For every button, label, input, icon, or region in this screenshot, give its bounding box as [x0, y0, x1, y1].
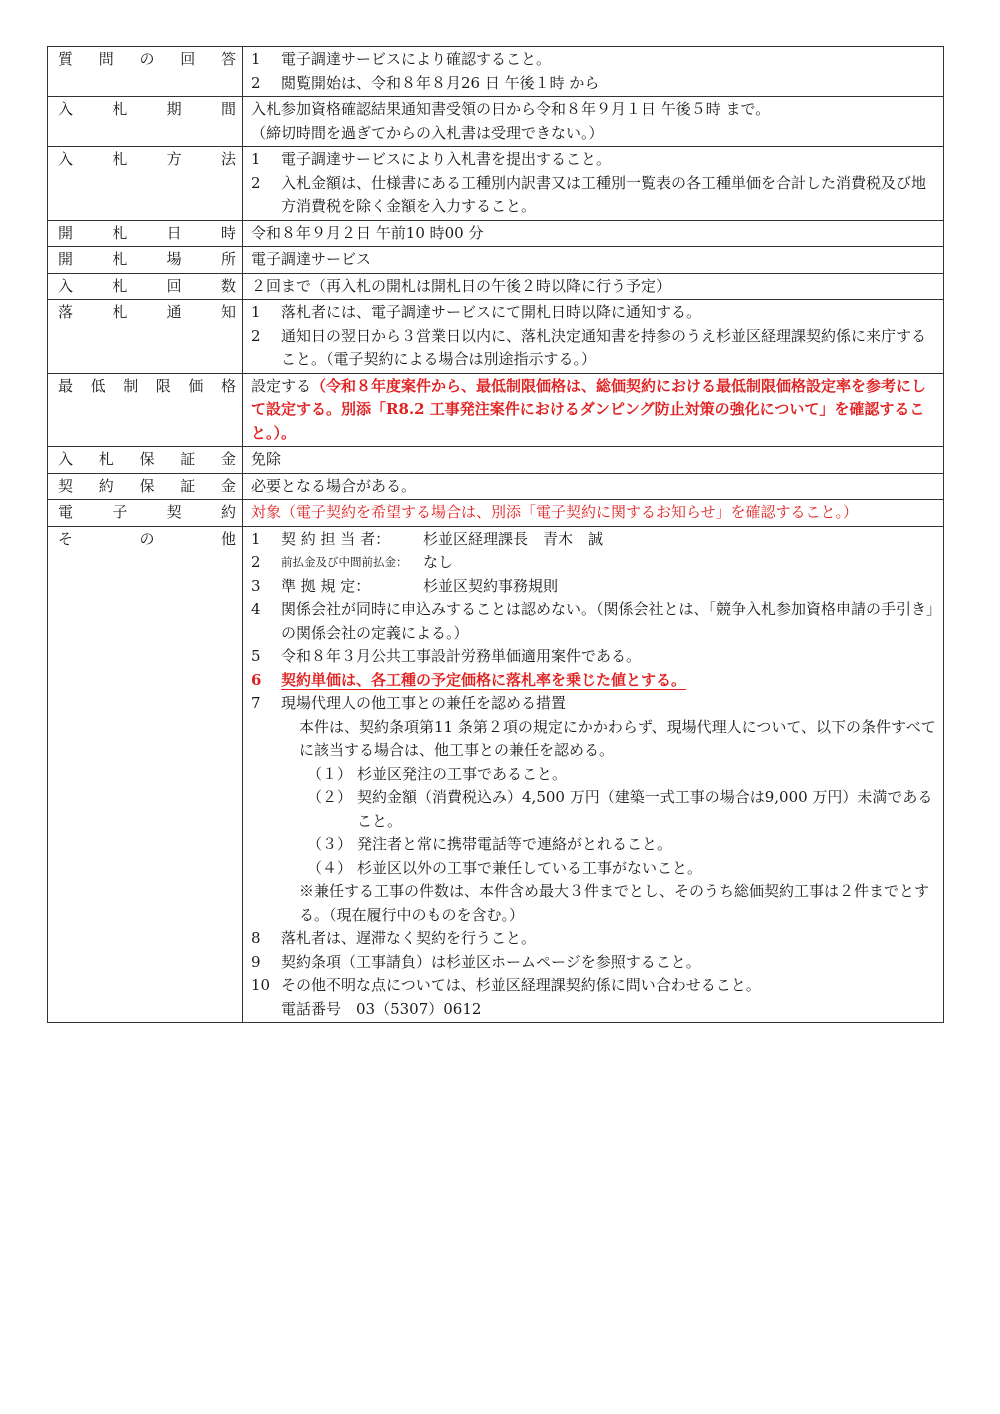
label-text	[58, 275, 236, 299]
label-text	[58, 448, 236, 472]
row-content	[243, 373, 944, 447]
spacer	[251, 763, 281, 787]
sub-item-wrap	[251, 786, 937, 833]
numbered-item	[251, 301, 937, 325]
row-label	[48, 447, 243, 474]
row-content	[243, 147, 944, 221]
numbered-item	[251, 325, 937, 372]
tender-conditions-table	[47, 46, 944, 1023]
item-number: 3	[251, 576, 261, 595]
row-content	[243, 47, 944, 97]
label-text	[58, 222, 236, 246]
label-char: 開	[58, 250, 74, 268]
sub-item	[281, 763, 937, 787]
item-number: 4	[251, 600, 261, 618]
row-label	[48, 526, 243, 1023]
item-number: 2	[251, 73, 261, 92]
spacer	[251, 833, 281, 857]
table-row	[48, 447, 944, 474]
item-number: 2	[251, 326, 261, 345]
item-number: 5	[251, 647, 261, 665]
label-char: 保	[139, 476, 155, 495]
label-text	[58, 48, 236, 72]
item-number: 9	[251, 952, 261, 971]
row-content	[243, 300, 944, 374]
table-row	[48, 273, 944, 300]
label-char: 数	[220, 276, 236, 295]
label-text	[58, 528, 236, 552]
row-content	[243, 526, 944, 1023]
phone-wrap	[251, 998, 937, 1022]
row-label	[48, 247, 243, 274]
label-text	[58, 301, 236, 325]
table-row	[48, 47, 944, 97]
content-line: 入札参加資格確認結果通知書受領の日から令和８年９月１日 午後５時 まで。	[251, 100, 771, 118]
item-value: なし	[423, 553, 454, 571]
sub-item-text: 契約金額（消費税込み）4,500 万円（建築一式工事の場合は9,000 万円）未満であること。	[357, 788, 933, 830]
label-char: 札	[112, 276, 128, 295]
label-char: の	[139, 50, 155, 68]
label-char: 他	[220, 529, 236, 548]
label-char: 答	[220, 50, 236, 68]
item-value: 杉並区契約事務規則	[423, 576, 559, 595]
label-char: 契	[166, 503, 182, 521]
sub-item-number: （２）	[307, 788, 353, 806]
item-number: 1	[251, 303, 261, 321]
spacer	[251, 786, 281, 833]
item-text: 令和８年３月公共工事設計労務単価適用案件である。	[281, 647, 642, 665]
numbered-item	[251, 172, 937, 219]
label-char: 格	[220, 376, 236, 395]
item-number: 2	[251, 173, 261, 192]
label-char: 札	[112, 223, 128, 242]
numbered-item-highlight	[251, 669, 937, 693]
label-char: 契	[58, 476, 74, 495]
item-text: 通知日の翌日から３営業日以内に、落札決定通知書を持参のうえ杉並区経理課契約係に来庁すること。（電子契約による場合は別途指示する。）	[281, 326, 927, 368]
label-char: 低	[90, 376, 106, 395]
label-char: 入	[58, 276, 74, 295]
label-char: 札	[112, 100, 128, 118]
table-row	[48, 473, 944, 500]
sub-item-text: 発注者と常に携帯電話等で連絡がとれること。	[357, 835, 673, 853]
item-text: 電子調達サービスにより確認すること。	[281, 50, 552, 68]
numbered-item	[251, 598, 937, 645]
numbered-item	[251, 72, 937, 96]
numbered-item	[251, 48, 937, 72]
label-char: 保	[139, 450, 155, 468]
table-row	[48, 373, 944, 447]
label-char: 札	[112, 150, 128, 168]
item-text: 閲覧開始は、令和８年８月26 日 午後１時 から	[281, 73, 600, 92]
row-label	[48, 147, 243, 221]
label-char: 問	[98, 50, 114, 68]
row-content	[243, 473, 944, 500]
content-line: 免除	[251, 450, 282, 468]
numbered-item	[251, 148, 937, 172]
label-char: 証	[180, 450, 196, 468]
label-char: 金	[220, 450, 236, 468]
row-content	[243, 247, 944, 274]
item7-body: 本件は、契約条項第11 条第２項の規定にかかわらず、現場代理人について、以下の条件すべてに該当する場合は、他工事との兼任を認める。	[299, 717, 936, 759]
item-text: 電子調達サービスにより入札書を提出すること。	[281, 150, 612, 168]
row-content	[243, 97, 944, 147]
item-number: 1	[251, 150, 261, 168]
item-number: 2	[251, 553, 261, 571]
numbered-item	[251, 645, 937, 669]
content-prefix: 設定する	[251, 376, 312, 395]
table-row	[48, 147, 944, 221]
numbered-item	[251, 951, 937, 975]
label-char: 証	[180, 476, 196, 495]
label-char: の	[139, 529, 155, 548]
row-content	[243, 273, 944, 300]
content-line: 必要となる場合がある。	[251, 476, 417, 495]
sub-item-number: （３）	[307, 835, 353, 853]
label-char: 期	[166, 100, 182, 118]
content-line: 令和８年９月２日 午前10 時00 分	[251, 223, 484, 242]
spacer	[251, 880, 281, 927]
row-label	[48, 373, 243, 447]
item-text: 落札者は、遅滞なく契約を行うこと。	[281, 929, 537, 947]
label-char: 場	[166, 250, 182, 268]
label-char: 子	[112, 503, 128, 521]
item-text: 関係会社が同時に申込みすることは認めない。（関係会社とは、「競争入札参加資格申請の手引き」の関係会社の定義による。）	[281, 600, 934, 642]
label-text	[58, 148, 236, 172]
label-char: そ	[58, 529, 74, 548]
highlight-line: 対象（電子契約を希望する場合は、別添「電子契約に関するお知らせ」を確認すること。）	[251, 503, 859, 521]
sub-item	[281, 833, 937, 857]
sub-item	[281, 786, 937, 833]
sub-item-text: 杉並区以外の工事で兼任している工事がないこと。	[357, 858, 703, 877]
label-char: 質	[58, 50, 74, 68]
row-label	[48, 47, 243, 97]
table-row	[48, 220, 944, 247]
label-text	[58, 248, 236, 272]
label-char: 通	[166, 303, 182, 321]
sub-item-wrap	[251, 763, 937, 787]
item-number: 1	[251, 50, 261, 68]
item-number: 6	[251, 670, 262, 689]
spacer	[251, 857, 281, 881]
label-char: 制	[123, 376, 139, 395]
label-char: 知	[220, 303, 236, 321]
label-char: 時	[220, 223, 236, 242]
label-char: 価	[188, 376, 204, 395]
label-text	[58, 375, 236, 399]
item-number: 1	[251, 529, 261, 548]
item-text: 契約条項（工事請負）は杉並区ホームページを参照すること。	[281, 952, 701, 971]
label-char: 落	[58, 303, 74, 321]
label-char: 札	[112, 303, 128, 321]
row-content	[243, 500, 944, 527]
item-number: 7	[251, 694, 261, 712]
numbered-item	[251, 974, 937, 998]
numbered-item	[251, 927, 937, 951]
table-row	[48, 247, 944, 274]
label-char: 入	[58, 450, 74, 468]
row-label	[48, 273, 243, 300]
item-number: 10	[251, 976, 271, 994]
numbered-item	[251, 551, 937, 575]
spacer	[251, 716, 281, 763]
content-line: （締切時間を過ぎてからの入札書は受理できない。）	[251, 123, 604, 142]
numbered-item	[251, 575, 937, 599]
label-char: 開	[58, 223, 74, 242]
note-wrap	[251, 880, 937, 927]
spacer	[251, 998, 281, 1022]
content-line: ２回まで（再入札の開札は開札日の午後２時以降に行う予定）	[251, 276, 672, 295]
sub-item-number: （１）	[307, 764, 353, 783]
label-char: 日	[166, 223, 182, 242]
label-char: 電	[58, 503, 74, 521]
label-char: 間	[220, 100, 236, 118]
sub-item-wrap	[251, 833, 937, 857]
label-char: 最	[58, 376, 74, 395]
content-paragraph	[251, 375, 937, 446]
item-value: 杉並区経理課長 青木 誠	[423, 529, 604, 548]
label-char: 入	[58, 150, 74, 168]
sub-item-wrap	[251, 857, 937, 881]
item-text: 入札金額は、仕様書にある工種別内訳書又は工種別一覧表の各工種単価を合計した消費税及び地方消費税を除く金額を入力すること。	[281, 173, 927, 215]
highlight-text: （令和８年度案件から、最低制限価格は、総価契約における最低制限価格設定率を参考にして設定する。別添「R8.2 工事発注案件におけるダンピング防止対策の強化について」を確認すること。）。	[251, 376, 927, 442]
numbered-item	[251, 692, 937, 716]
row-label	[48, 473, 243, 500]
item-text: 現場代理人の他工事との兼任を認める措置	[281, 694, 567, 712]
label-char: 回	[180, 50, 196, 68]
table-row	[48, 97, 944, 147]
concurrent-note: ※兼任する工事の件数は、本件含め最大３件までとし、そのうち総価契約工事は２件までとする。（現在履行中のものを含む。）	[299, 882, 930, 924]
item-key: 契 約 担 当 者：	[281, 529, 391, 548]
table-row	[48, 500, 944, 527]
row-label	[48, 220, 243, 247]
table-row	[48, 300, 944, 374]
label-text	[58, 501, 236, 525]
label-char: 約	[98, 476, 114, 495]
label-char: 約	[220, 503, 236, 521]
label-text	[58, 98, 236, 122]
row-label	[48, 97, 243, 147]
item-key: 準 拠 規 定：	[281, 576, 371, 595]
sub-item-text: 杉並区発注の工事であること。	[357, 764, 568, 783]
content-line: 電子調達サービス	[251, 250, 372, 268]
label-char: 限	[155, 376, 171, 395]
item7-body-wrap	[251, 716, 937, 763]
label-char: 札	[98, 450, 114, 468]
label-char: 入	[58, 100, 74, 118]
sub-item	[281, 857, 937, 881]
item-text: 落札者には、電子調達サービスにて開札日時以降に通知する。	[281, 303, 702, 321]
label-text	[58, 475, 236, 499]
row-label	[48, 500, 243, 527]
label-char: 金	[220, 476, 236, 495]
row-label	[48, 300, 243, 374]
item-text: その他不明な点については、杉並区経理課契約係に問い合わせること。	[281, 976, 761, 994]
label-char: 所	[220, 250, 236, 268]
label-char: 札	[112, 250, 128, 268]
row-content	[243, 220, 944, 247]
item-text: 契約単価は、各工種の予定価格に落札率を乗じた値とする。	[281, 670, 687, 689]
table-row-other	[48, 526, 944, 1023]
label-char: 方	[166, 150, 182, 168]
sub-item-number: （４）	[307, 858, 353, 877]
item-number: 8	[251, 929, 261, 947]
numbered-item	[251, 528, 937, 552]
item-key: 前払金及び中間前払金：	[281, 555, 408, 569]
row-content	[243, 447, 944, 474]
label-char: 法	[220, 150, 236, 168]
label-char: 回	[166, 276, 182, 295]
phone-number: 電話番号 03（5307）0612	[281, 999, 482, 1018]
